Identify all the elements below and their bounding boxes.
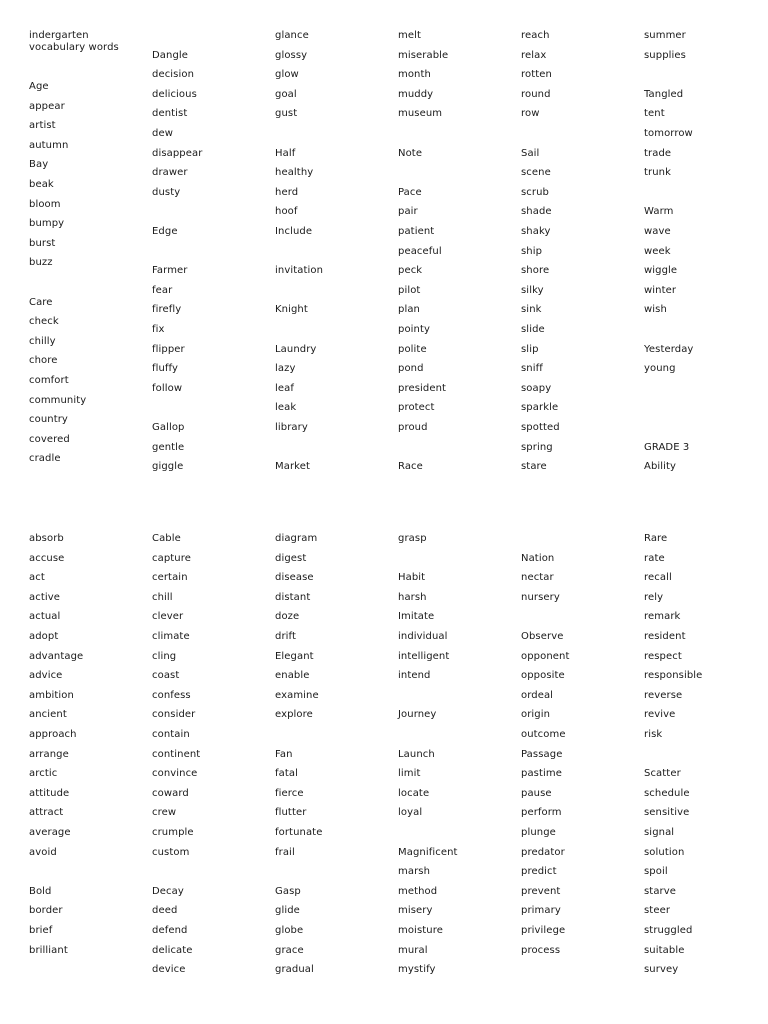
vocabulary-word: firefly [152,304,182,316]
vocabulary-word: convince [152,768,198,780]
vocabulary-word: shade [521,206,552,218]
vocabulary-word: sparkle [521,402,559,414]
vocabulary-word: fix [152,324,165,335]
vocabulary-word: moisture [398,925,443,936]
vocabulary-word: Passage [521,748,563,760]
vocabulary-word: vocabulary words [29,41,119,53]
vocabulary-word: museum [398,108,443,120]
vocabulary-word: approach [29,729,77,740]
vocabulary-word: gust [275,108,298,120]
vocabulary-word: fierce [275,787,304,799]
vocabulary-word: distant [275,591,311,603]
vocabulary-word: country [29,414,68,426]
vocabulary-word: spoil [644,866,668,878]
vocabulary-word: Yesterday [644,343,694,355]
vocabulary-word: Nation [521,552,555,564]
vocabulary-word: Sail [521,147,540,159]
vocabulary-word: dew [152,128,173,139]
vocabulary-word: trunk [644,167,671,179]
vocabulary-word: ship [521,245,543,257]
vocabulary-word: invitation [275,265,324,277]
vocabulary-word: Dangle [152,49,189,61]
vocabulary-word: absorb [29,533,64,544]
vocabulary-word: recall [644,572,672,584]
vocabulary-word: proud [398,422,428,433]
vocabulary-word: Magnificent [398,846,458,858]
vocabulary-word: mural [398,944,428,956]
vocabulary-word: privilege [521,925,566,936]
vocabulary-word: Note [398,147,423,159]
vocabulary-word: leak [275,402,297,414]
vocabulary-word: supplies [644,49,686,61]
vocabulary-word: solution [644,846,685,858]
vocabulary-word: harsh [398,591,427,603]
vocabulary-word: flutter [275,807,307,819]
vocabulary-word: average [29,827,71,838]
vocabulary-word: covered [29,433,70,445]
vocabulary-word: explore [275,709,313,721]
vocabulary-word: stare [521,461,547,473]
vocabulary-word: enable [275,670,310,682]
vocabulary-word: week [644,245,671,257]
vocabulary-word: active [29,591,60,603]
vocabulary-word: young [644,363,676,375]
vocabulary-word: slip [521,343,539,355]
vocabulary-word: spotted [521,422,560,433]
vocabulary-word: Gasp [275,885,301,897]
vocabulary-word: contain [152,729,190,740]
vocabulary-word: attitude [29,787,70,799]
vocabulary-word: Launch [398,748,435,760]
vocabulary-word: brief [29,925,53,936]
vocabulary-word: disease [275,572,314,584]
vocabulary-word: brilliant [29,944,68,956]
bottom-word-list [0,533,768,983]
vocabulary-word: opposite [521,670,565,682]
vocabulary-word: silky [521,284,544,296]
vocabulary-word: buzz [29,257,53,269]
vocabulary-word: accuse [29,552,65,564]
vocabulary-word: beak [29,178,54,190]
vocabulary-word: prevent [521,885,561,897]
vocabulary-word: round [521,88,551,100]
vocabulary-word: pause [521,787,552,799]
vocabulary-word: peck [398,265,423,277]
vocabulary-word: indergarten [29,30,89,41]
vocabulary-word: defend [152,925,188,936]
vocabulary-word: dentist [152,108,188,120]
vocabulary-word: goal [275,88,297,100]
vocabulary-word: chilly [29,335,56,347]
vocabulary-word: GRADE 3 [644,441,690,453]
vocabulary-word: bloom [29,198,61,210]
vocabulary-word: digest [275,552,307,564]
vocabulary-word: examine [275,689,319,701]
vocabulary-word: advice [29,670,63,682]
vocabulary-word: arctic [29,768,58,780]
vocabulary-word: device [152,964,186,976]
vocabulary-word: ancient [29,709,67,721]
vocabulary-word: Tangled [644,88,684,100]
vocabulary-word: predict [521,866,557,878]
vocabulary-word: custom [152,846,190,858]
vocabulary-word: marsh [398,866,431,878]
vocabulary-word: Bay [29,159,49,171]
vocabulary-word: check [29,316,59,328]
vocabulary-word: act [29,572,45,584]
vocabulary-word: fear [152,284,173,296]
vocabulary-word: tent [644,108,665,120]
vocabulary-word: intelligent [398,650,450,662]
vocabulary-word: reverse [644,689,683,701]
vocabulary-word: Elegant [275,650,314,662]
vocabulary-word: muddy [398,88,434,100]
vocabulary-word: steer [644,905,671,917]
vocabulary-word: Care [29,296,53,308]
vocabulary-word: grasp [398,533,427,544]
vocabulary-word: bumpy [29,218,65,230]
vocabulary-word: pointy [398,324,431,335]
vocabulary-word: diagram [275,533,318,544]
vocabulary-word: dusty [152,186,181,198]
vocabulary-word: frail [275,846,295,858]
vocabulary-word: wiggle [644,265,678,277]
vocabulary-word: scene [521,167,551,179]
vocabulary-word: nursery [521,591,560,603]
vocabulary-word: nectar [521,572,554,584]
vocabulary-word: pond [398,363,424,375]
vocabulary-word: Laundry [275,343,317,355]
vocabulary-word: protect [398,402,435,414]
vocabulary-word: delicate [152,944,193,956]
vocabulary-word: misery [398,905,433,917]
vocabulary-word: winter [644,284,677,296]
vocabulary-word: respect [644,650,682,662]
vocabulary-word: comfort [29,374,69,386]
vocabulary-word: wish [644,304,667,316]
vocabulary-word: Cable [152,533,181,544]
vocabulary-word: Market [275,461,310,473]
vocabulary-word: attract [29,807,64,819]
vocabulary-word: Farmer [152,265,188,277]
vocabulary-word: gentle [152,441,185,453]
vocabulary-word: soapy [521,382,552,394]
vocabulary-word: Edge [152,226,178,237]
vocabulary-word: border [29,905,63,917]
vocabulary-word: loyal [398,807,423,819]
vocabulary-word: continent [152,748,201,760]
vocabulary-word: coast [152,670,180,682]
vocabulary-word: revive [644,709,676,721]
vocabulary-word: remark [644,611,681,623]
vocabulary-word: risk [644,729,663,740]
vocabulary-word: Race [398,461,423,473]
vocabulary-word: Observe [521,631,564,642]
vocabulary-word: lazy [275,363,296,375]
vocabulary-word: hoof [275,206,298,218]
vocabulary-word: glossy [275,49,308,61]
vocabulary-word: autumn [29,139,69,151]
vocabulary-word: struggled [644,925,693,936]
vocabulary-word: clever [152,611,184,623]
vocabulary-word: Decay [152,885,184,897]
vocabulary-word: flipper [152,343,185,355]
vocabulary-word: pair [398,206,418,218]
vocabulary-word: artist [29,120,56,132]
vocabulary-word: shaky [521,226,551,237]
vocabulary-word: community [29,394,87,406]
vocabulary-word: pilot [398,284,421,296]
vocabulary-word: chore [29,355,58,367]
vocabulary-word: Pace [398,186,422,198]
vocabulary-word: cradle [29,453,61,465]
vocabulary-word: Gallop [152,422,185,433]
vocabulary-word: perform [521,807,562,819]
vocabulary-word: relax [521,49,547,61]
vocabulary-word: scrub [521,186,550,198]
vocabulary-word: confess [152,689,191,701]
vocabulary-word: actual [29,611,61,623]
vocabulary-word: follow [152,382,183,394]
vocabulary-word: opponent [521,650,570,662]
vocabulary-word: gradual [275,964,314,976]
vocabulary-word: wave [644,226,671,237]
vocabulary-word: fluffy [152,363,179,375]
vocabulary-word: starve [644,885,677,897]
vocabulary-word: crumple [152,827,194,838]
vocabulary-word: leaf [275,382,294,394]
vocabulary-word: shore [521,265,550,277]
vocabulary-word: patient [398,226,435,237]
vocabulary-word: process [521,944,561,956]
vocabulary-word: origin [521,709,551,721]
vocabulary-word: Bold [29,885,52,897]
vocabulary-word: trade [644,147,672,159]
vocabulary-word: president [398,382,447,394]
vocabulary-word: Habit [398,572,426,584]
vocabulary-word: signal [644,827,675,838]
vocabulary-word: Warm [644,206,674,218]
vocabulary-word: primary [521,905,561,917]
vocabulary-word: delicious [152,88,197,100]
vocabulary-word: pastime [521,768,562,780]
vocabulary-word: method [398,885,438,897]
vocabulary-word: advantage [29,650,84,662]
vocabulary-word: consider [152,709,196,721]
vocabulary-word: fatal [275,768,298,780]
vocabulary-word: outcome [521,729,566,740]
vocabulary-word: sniff [521,363,543,375]
vocabulary-word: crew [152,807,177,819]
vocabulary-word: ambition [29,689,74,701]
vocabulary-word: healthy [275,167,314,179]
vocabulary-word: Imitate [398,611,435,623]
vocabulary-word: certain [152,572,188,584]
vocabulary-word: rate [644,552,665,564]
top-word-list [0,30,768,480]
vocabulary-word: row [521,108,540,120]
vocabulary-word: burst [29,237,56,249]
vocabulary-word: spring [521,441,553,453]
vocabulary-word: disappear [152,147,203,159]
vocabulary-word: sensitive [644,807,690,819]
vocabulary-word: decision [152,69,195,81]
vocabulary-word: avoid [29,846,57,858]
vocabulary-word: slide [521,324,545,335]
vocabulary-word: rely [644,591,664,603]
vocabulary-word: plunge [521,827,556,838]
vocabulary-word: schedule [644,787,690,799]
vocabulary-word: glow [275,69,299,81]
vocabulary-word: drift [275,631,297,642]
vocabulary-word: locate [398,787,430,799]
vocabulary-word: plan [398,304,420,316]
vocabulary-word: coward [152,787,189,799]
vocabulary-word: globe [275,925,304,936]
vocabulary-word: polite [398,343,427,355]
vocabulary-word: cling [152,650,177,662]
vocabulary-word: capture [152,552,191,564]
vocabulary-word: melt [398,30,421,41]
vocabulary-word: tomorrow [644,128,693,139]
vocabulary-word: Scatter [644,768,681,780]
vocabulary-word: Fan [275,748,293,760]
vocabulary-word: giggle [152,461,184,473]
vocabulary-word: mystify [398,964,436,976]
vocabulary-word: fortunate [275,827,323,838]
vocabulary-word: arrange [29,748,69,760]
vocabulary-word: limit [398,768,421,780]
vocabulary-word: library [275,422,308,433]
vocabulary-word: doze [275,611,300,623]
vocabulary-word: Journey [398,709,437,721]
vocabulary-word: deed [152,905,178,917]
vocabulary-word: appear [29,100,65,112]
vocabulary-word: Half [275,147,296,159]
vocabulary-word: predator [521,846,565,858]
vocabulary-word: chill [152,591,173,603]
vocabulary-word: resident [644,631,686,642]
vocabulary-word: individual [398,631,448,642]
vocabulary-word: drawer [152,167,188,179]
vocabulary-word: climate [152,631,190,642]
vocabulary-word: glide [275,905,300,917]
vocabulary-word: peaceful [398,245,442,257]
vocabulary-word: month [398,69,431,81]
vocabulary-word: summer [644,30,686,41]
vocabulary-word: Knight [275,304,308,316]
vocabulary-word: survey [644,964,679,976]
vocabulary-word: reach [521,30,550,41]
vocabulary-word: Age [29,80,49,92]
vocabulary-word: adopt [29,631,59,642]
vocabulary-word: herd [275,186,299,198]
vocabulary-word: Include [275,226,313,237]
vocabulary-word: Rare [644,533,668,544]
vocabulary-word: rotten [521,69,552,81]
vocabulary-word: grace [275,944,304,956]
vocabulary-word: Ability [644,461,677,473]
vocabulary-word: ordeal [521,689,554,701]
vocabulary-word: sink [521,304,542,316]
vocabulary-word: miserable [398,49,449,61]
vocabulary-word: intend [398,670,431,682]
vocabulary-word: glance [275,30,309,41]
vocabulary-word: responsible [644,670,703,682]
vocabulary-word: suitable [644,944,685,956]
